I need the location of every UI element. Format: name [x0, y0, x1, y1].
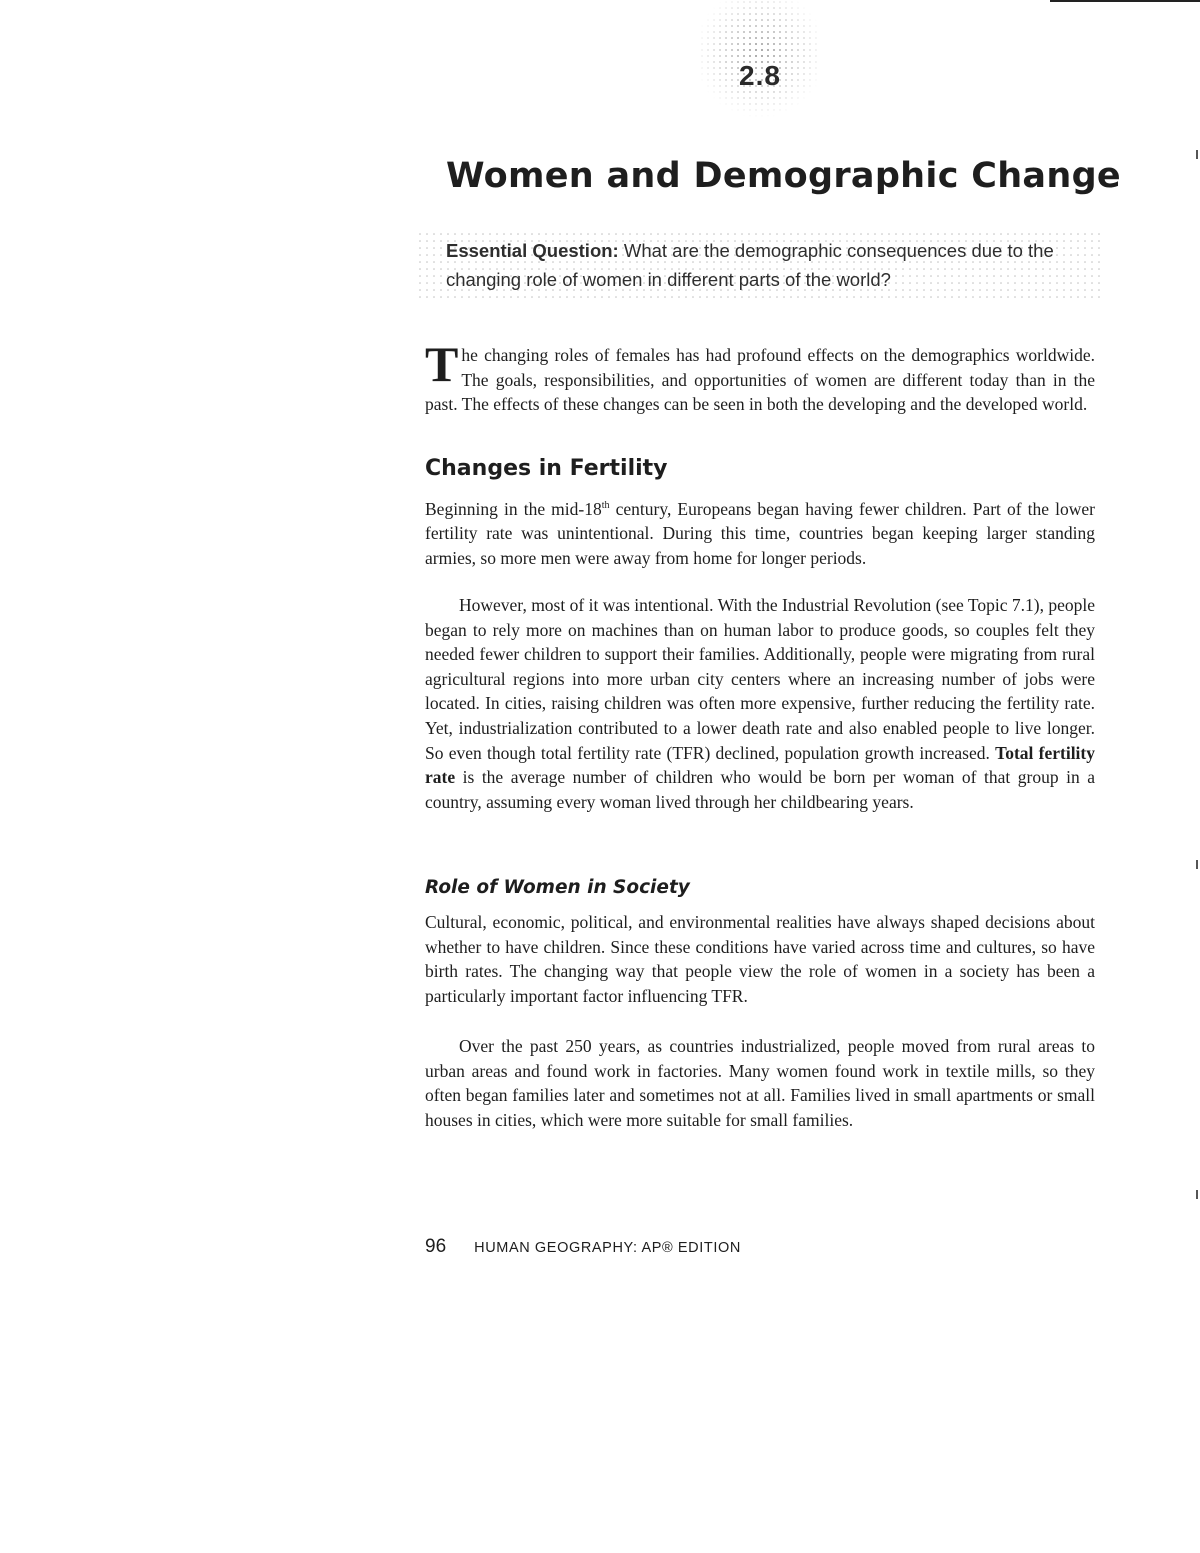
edge-mark	[1196, 860, 1198, 869]
heading-role-of-women: Role of Women in Society	[425, 877, 690, 898]
role-paragraph-1: Cultural, economic, political, and environmental realities have always shaped decisions about whether to have children. Since these conditions have varied across time and cultures, so have birth rates. The changing way that people view the role of women in a society has been a particularly important factor influencing TFR.	[425, 912, 1095, 1006]
intro-text: he changing roles of females has had profound effects on the demographics worldwide. The goals, responsibilities, and opportunities of women are different today than in the past. The effects of these changes can be seen in both the developing and the developed world.	[425, 345, 1095, 415]
text-run: is the average number of children who would be born per woman of that group in a country, assuming every woman lived through her childbearing years.	[425, 767, 1095, 812]
top-edge-rule	[1050, 0, 1200, 2]
essential-question-text: What are the demographic consequences due to the changing role of women in different parts of the world?	[446, 240, 1054, 290]
superscript: th	[601, 500, 610, 511]
key-term: Total fertility rate	[425, 742, 1095, 788]
essential-question-label: Essential Question:	[446, 240, 619, 261]
text-run: century, Europeans began having fewer children. Part of the lower fertility rate was unintentional. During this time, countries began keeping larger standing armies, so more men were away from home for longer periods.	[425, 498, 1095, 569]
essential-question-box	[418, 232, 1100, 302]
text-run: However, most of it was intentional. With the Industrial Revolution (see Topic 7.1), people began to rely more on machines than on human labor to produce goods, so couples felt they needed fewer children to support their families. Additionally, people were migrating from rural agricultural regions into more urban city centers where an increasing number of jobs were located. In cities, raising children was often more expensive, further reducing the fertility rate. Yet, industrialization contributed to a lower death rate and also enabled people to live longer. So even though total fertility rate (TFR) declined, population growth increased.	[425, 595, 1095, 763]
essential-question	[446, 236, 1086, 294]
page-number: 96	[425, 1236, 447, 1257]
text-run: Beginning in the mid-18	[425, 498, 602, 519]
halftone-decoration	[700, 0, 820, 118]
section-number: 2.8	[739, 60, 781, 91]
page-title: Women and Demographic Change	[446, 156, 1121, 196]
fertility-paragraph-2	[425, 593, 1095, 814]
running-head: HUMAN GEOGRAPHY: AP® EDITION	[474, 1240, 741, 1256]
section-badge	[700, 0, 820, 118]
page-footer	[425, 1236, 741, 1258]
heading-changes-in-fertility: Changes in Fertility	[425, 456, 668, 481]
fertility-paragraph-1	[425, 494, 1095, 571]
drop-cap: T	[425, 336, 459, 392]
role-paragraph-2: Over the past 250 years, as countries industrialized, people moved from rural areas to urban areas and found work in factories. Many women found work in textile mills, so they often began families later and sometimes not at all. Families lived in small apartments or small houses in cities, which were more suitable for small families.	[425, 1036, 1095, 1130]
edge-mark	[1196, 1190, 1198, 1199]
intro-paragraph	[425, 336, 1095, 417]
edge-mark	[1196, 150, 1198, 159]
